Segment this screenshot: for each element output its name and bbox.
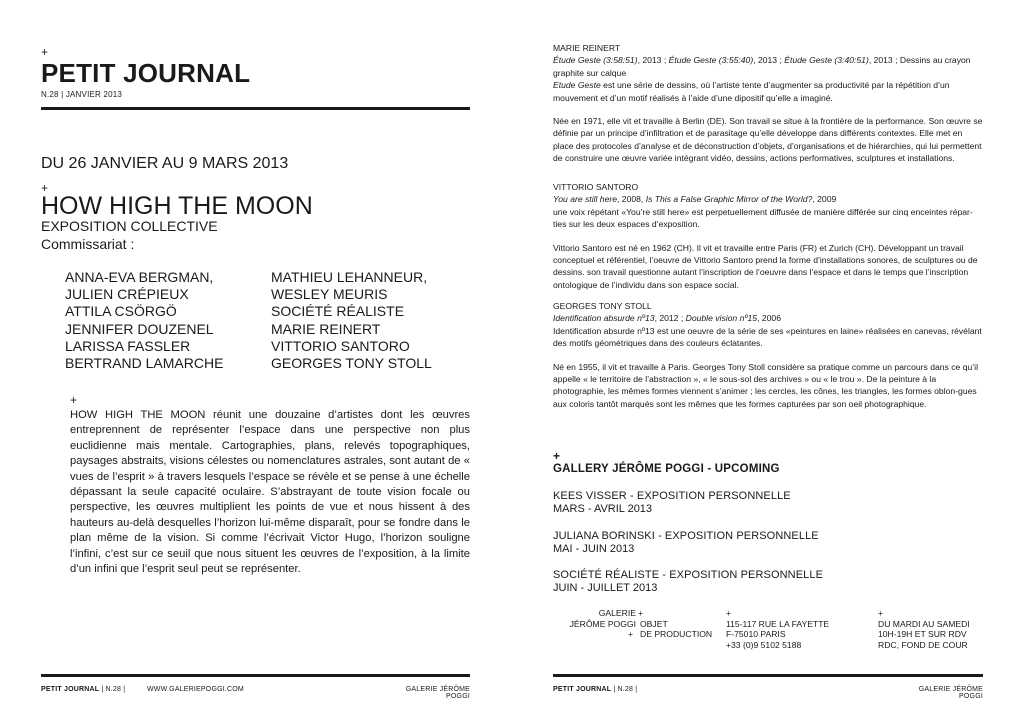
gallery-info-objet-line: OBJET (640, 618, 668, 629)
artist-name: MATHIEU LEHANNEUR, (271, 269, 428, 285)
upcoming-title: KEES VISSER - EXPOSITION PERSONNELLE (553, 490, 791, 502)
upcoming-title: JULIANA BORINSKI - EXPOSITION PERSONNELLE (553, 530, 819, 542)
work-title: Étude Geste (3:58:51) (553, 55, 638, 66)
upcoming-item (553, 569, 823, 595)
work-meta: , 2013 ; (637, 55, 669, 66)
work-title: Is This a False Graphic Mirror of the World? (645, 194, 813, 205)
footer-journal-name: PETIT JOURNAL (41, 686, 100, 693)
footer-issue: | N.28 | (611, 686, 638, 693)
artist-name: BERTRAND LAMARCHE (65, 355, 224, 372)
info-plus: + (638, 608, 644, 618)
footer-left-journal (41, 686, 125, 693)
footer-gallery: GALERIE JÉRÔME POGGI (405, 686, 470, 700)
work-meta: , 2012 ; (654, 313, 686, 324)
upcoming-title: SOCIÉTÉ RÉALISTE - EXPOSITION PERSONNELLE (553, 569, 824, 581)
artist-note-bio: Né en 1955, il vit et travaille à Paris. Georges Tony Stoll considère sa pratique comme un parcours dans ce qu’il appelle « le territoire de l’abstraction », « le sous-sol des archives » ou « le trou ». De la peinture à la photographie, les mêmes formes viennent s’animer ; les cercles, les cônes, les triangles, les formes oblon-gues aux coloris tantôt marqués sont les mêmes que les formes capturées par son oeil photographique. (553, 361, 978, 409)
upcoming-item (553, 530, 819, 556)
work-title: Double vision nº15 (685, 313, 758, 324)
footer-right-journal (553, 686, 637, 693)
gallery-name-line: JÉRÔME POGGI (569, 618, 636, 629)
artist-note-paragraph (553, 79, 983, 104)
footer-rule (553, 674, 983, 677)
gallery-info-production-plus: + (628, 629, 634, 640)
artist-name: JULIEN CRÉPIEUX (65, 286, 189, 303)
address-line: 115-117 RUE LA FAYETTE (726, 618, 830, 629)
gallery-info-production: DE PRODUCTION (640, 629, 713, 640)
footer-issue: | N.28 | (99, 686, 126, 693)
artist-note-paragraph: Identification absurde nº13 est une oeuvre de la série de ses «peintures en laine» réalisées en canevas, révélant des motifs géométriques dans des couleurs éclatantes. (553, 325, 982, 349)
upcoming-dates: MAI - JUIN 2013 (553, 543, 635, 555)
artist-note-name: VITTORIO SANTORO (553, 182, 639, 192)
hours-line: RDC, FOND DE COUR (878, 639, 968, 650)
artist-name: ATTILA CSÖRGÖ (65, 303, 177, 320)
gallery-info-objet (640, 608, 642, 619)
artist-name: GEORGES TONY STOLL (271, 355, 432, 372)
gallery-name-line: GALERIE (598, 608, 636, 618)
description-plus: + (70, 393, 78, 407)
gallery-name (566, 608, 636, 629)
right-page (512, 0, 1024, 725)
exhibition-title: HOW HIGH THE MOON (41, 192, 313, 220)
info-plus: + (878, 608, 884, 618)
gallery-address (726, 608, 829, 650)
masthead-rule (41, 107, 470, 110)
address-line: F-75010 PARIS (726, 629, 786, 640)
hours-line: DU MARDI AU SAMEDI (878, 618, 970, 629)
gallery-plus: + (553, 449, 561, 463)
artist-name: SOCIÉTÉ RÉALISTE (271, 303, 405, 320)
curator-label: Commissariat : (41, 236, 135, 252)
masthead-title: PETIT JOURNAL (41, 58, 251, 88)
footer-journal-name: PETIT JOURNAL (553, 686, 612, 693)
upcoming-item (553, 490, 791, 516)
hours-line: 10H-19H ET SUR RDV (878, 629, 967, 640)
exhibition-plus: + (41, 181, 49, 195)
artist-note-paragraph: une voix répétant «You’re still here» est perpetuellement diffusée de manière différée sur cinq enceintes répar-ties sur les deux espaces d’exposition. (553, 206, 973, 230)
footer-gallery: GALERIE JÉRÔME POGGI (918, 686, 983, 700)
info-plus: + (726, 608, 732, 618)
artist-name: ANNA-EVA BERGMAN, (65, 269, 214, 285)
work-meta: , 2006 (757, 313, 781, 324)
artist-note-name: MARIE REINERT (553, 43, 621, 53)
artist-name: VITTORIO SANTORO (271, 337, 410, 354)
work-title: Identification absurde nº13 (553, 313, 655, 324)
artist-note-reinert (553, 42, 983, 165)
masthead-issue: N.28 | JANVIER 2013 (41, 90, 123, 99)
work-title: Étude Geste (3:55:40) (668, 55, 754, 66)
work-meta: , 2009 (812, 194, 837, 205)
artist-note-bio: Née en 1971, elle vit et travaille à Berlin (DE). Son travail se situe à la frontière de la performance. Son œuvre se définie par un principe d’infiltration et de parasitage qu’elle développe dans différents contextes. Elle met en place des protocoles d’analyse et de déconstruction d’objets, d’organisations et de hiérarchies, qui lui permettent de construire une œuvre variée intégrant vidéo, dessins, actions performatives, sculptures et installations. (553, 116, 983, 164)
phone-number: +33 (0)9 5102 5188 (726, 639, 802, 650)
gallery-upcoming-heading: GALLERY JÉRÔME POGGI - UPCOMING (553, 463, 780, 475)
artist-note-stoll (553, 300, 983, 410)
artist-note-works (553, 54, 983, 79)
footer-website[interactable]: WWW.GALERIEPOGGI.COM (147, 686, 244, 693)
work-title: Etude Geste (553, 80, 601, 91)
artist-note-works (553, 193, 983, 205)
artist-name: WESLEY MEURIS (271, 286, 388, 303)
artist-note-santoro (553, 181, 983, 291)
exhibition-description: HOW HIGH THE MOON réunit une douzaine d’artistes dont les œuvres entreprennent de représenter l’espace dans une perspective non plus euclidienne mais mentale. Cartographies, plans, relevés topographiques, paysages abstraits, visions célestes ou nomenclatures astrales, sont autant de « vues de l’esprit » à travers lesquels l’espace se révèle et se pense à une échelle dépassant la seule capacité oculaire. S’abstrayant de toute vision focale ou perspective, les œuvres multiplient les points de vue et nous hissent à des hauteurs au-delà desquelles l’horizon lui-même disparaît, pour se fondre dans le plan même de la vision. Si comme l’écrivait Victor Hugo, l’horizon souligne l’infini, c’est sur ce seuil que nous situent les œuvres de l’exposition, à la limite d’un infini que l’esprit seul peut se représenter. (70, 409, 470, 576)
artist-note-name: GEORGES TONY STOLL (553, 301, 652, 311)
exhibition-dates: DU 26 JANVIER AU 9 MARS 2013 (41, 155, 289, 172)
exhibition-subtitle: EXPOSITION COLLECTIVE (41, 218, 218, 234)
footer-rule (41, 674, 470, 677)
work-title: You are still here (553, 194, 618, 205)
artist-note-bio: Vittorio Santoro est né en 1962 (CH). Il vit et travaille entre Paris (FR) et Zurich (CH). Développant un travail conceptuel et référentiel, l’oeuvre de Vittorio Santoro prend la forme d’installations sonores, de sculptures ou de dessins. son travail questionne autant l’inscription de l’oeuvre dans l’espace et dans le temps que l’inscription ontologique de l’individu dans son espace social. (553, 242, 978, 290)
work-meta: , 2013 ; (753, 55, 785, 66)
work-meta: , 2008, (617, 194, 646, 205)
masthead-plus: + (41, 45, 49, 59)
artist-name: MARIE REINERT (271, 320, 381, 337)
upcoming-dates: MARS - AVRIL 2013 (553, 503, 653, 515)
paragraph-text: est une série de dessins, où l’artiste tente d’augmenter sa productivité par la répétition d’un mouvement et d’un motif réalisés à l’aide d’une dipositif qu’elle a imaginé. (553, 80, 950, 103)
upcoming-dates: JUIN - JUILLET 2013 (553, 582, 658, 594)
work-meta: , 2013 ; Dessins au crayon graphite sur calque (553, 55, 971, 78)
gallery-hours (878, 608, 970, 650)
artist-list-col1 (65, 269, 223, 372)
artist-note-works (553, 312, 983, 324)
artist-list-col2 (271, 269, 432, 372)
artist-name: JENNIFER DOUZENEL (65, 320, 214, 337)
work-title: Étude Geste (3:40:51) (784, 55, 869, 66)
artist-name: LARISSA FASSLER (65, 337, 191, 354)
